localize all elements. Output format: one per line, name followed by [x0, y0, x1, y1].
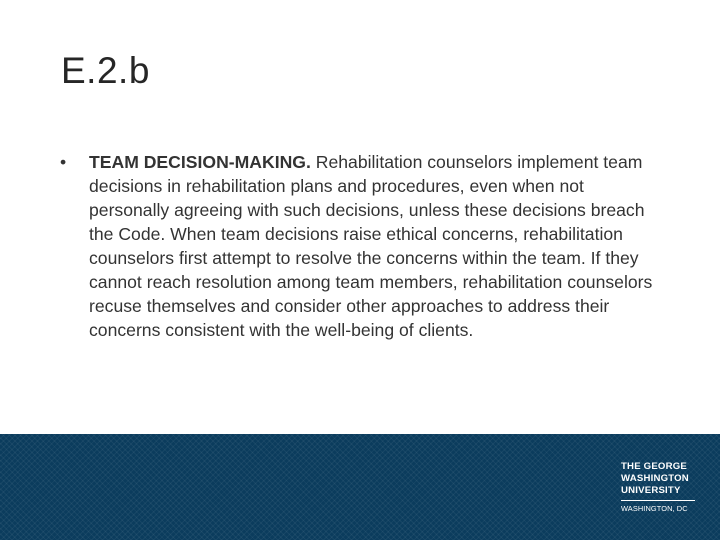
logo-city: WASHINGTON, DC	[621, 504, 688, 513]
logo-divider	[621, 500, 695, 501]
logo-line-3: UNIVERSITY	[621, 485, 681, 496]
bullet-text: Rehabilitation counselors implement team decisions in rehabilitation plans and procedures, even when not personally agreeing with such decisions, unless these decisions breach the Code. When team decisions raise ethical concerns, rehabilitation counselors first attempt to resolve the concerns within the team. If they cannot reach resolution among team members, rehabilitation counselors recuse themselves and consider other approaches to address their concerns consistent with the well-being of clients.	[89, 152, 653, 340]
logo-line-1: THE GEORGE	[621, 461, 687, 472]
footer-band	[0, 434, 720, 540]
university-logo	[621, 461, 699, 513]
logo-line-2: WASHINGTON	[621, 473, 689, 484]
slide-body	[60, 150, 660, 342]
bullet-icon: •	[60, 152, 67, 172]
bullet-lead: TEAM DECISION-MAKING.	[89, 152, 311, 172]
bullet-item	[60, 150, 660, 342]
slide-title: E.2.b	[61, 50, 150, 91]
